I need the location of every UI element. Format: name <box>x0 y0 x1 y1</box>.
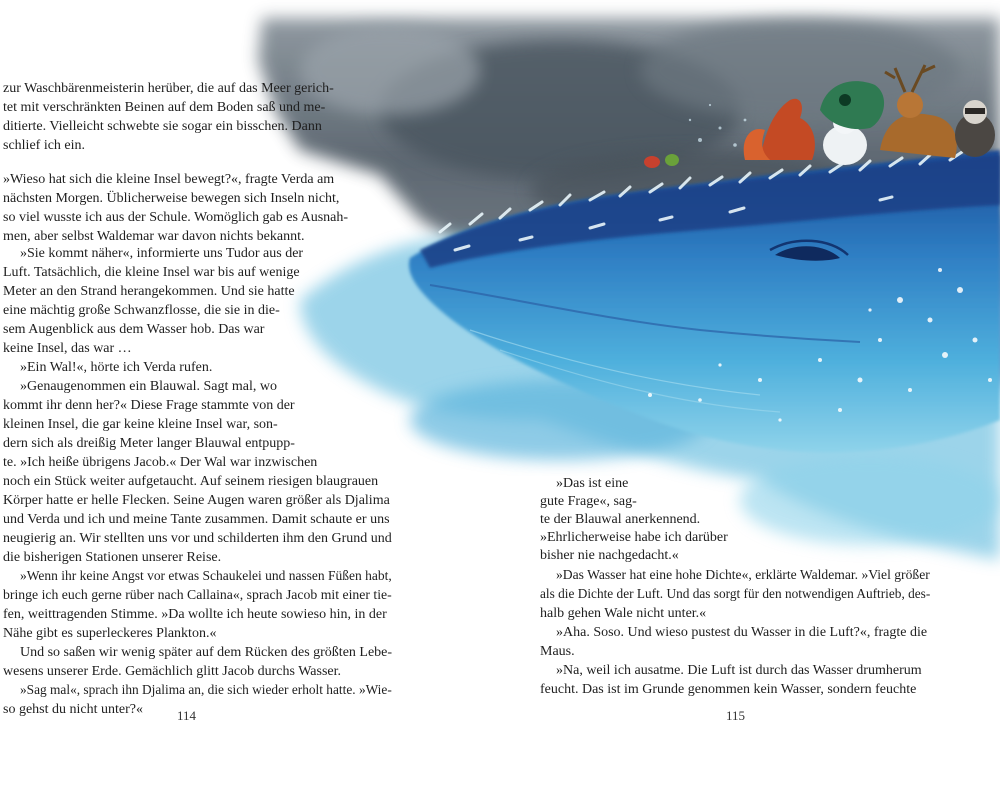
text-line: neugierig an. Wir stellten uns vor und schilderten ihm den Grund und <box>3 531 392 546</box>
text-line: die bisherigen Stationen unserer Reise. <box>3 550 222 565</box>
text-line: kleinen Insel, die gar keine kleine Insel war, son- <box>3 417 278 432</box>
text-line: »Genaugenommen ein Blauwal. Sagt mal, wo <box>20 379 277 394</box>
text-line: zur Waschbärenmeisterin herüber, die auf das Meer gerich- <box>3 81 334 96</box>
text-line: so viel wusste ich aus der Schule. Womöglich gab es Ausnah- <box>3 210 349 225</box>
text-line: wesens unserer Erde. Gemächlich glitt Jacob durchs Wasser. <box>3 664 342 679</box>
text-line: eine mächtig große Schwanzflosse, die sie in die- <box>3 303 280 318</box>
text-line: »Wieso hat sich die kleine Insel bewegt?«, fragte Verda am <box>3 172 335 187</box>
text-line: Luft. Tatsächlich, die kleine Insel war bis auf wenige <box>3 265 300 280</box>
text-line: »Ein Wal!«, hörte ich Verda rufen. <box>20 360 213 375</box>
text-line: ditierte. Vielleicht schwebte sie sogar ein bisschen. Dann <box>3 119 322 134</box>
text-line: »Das ist eine <box>556 476 629 491</box>
text-line: noch ein Stück weiter aufgetaucht. Auf seinem riesigen blaugrauen <box>3 474 379 489</box>
text-line: »Na, weil ich ausatme. Die Luft ist durch das Wasser drumherum <box>556 663 922 678</box>
text-line: als die Dichte der Luft. Und das sorgt für den notwendigen Auftrieb, des- <box>540 587 931 602</box>
text-line: »Sie kommt näher«, informierte uns Tudor aus der <box>20 246 304 261</box>
text-line: Körper hatte er helle Flecken. Seine Augen waren größer als Djalima <box>3 493 390 508</box>
page-number-right: 115 <box>726 708 746 723</box>
text-line: »Wenn ihr keine Angst vor etwas Schaukelei und nassen Füßen habt, <box>20 569 392 584</box>
text-line: feucht. Das ist im Grunde genommen kein Wasser, sondern feuchte <box>540 682 917 697</box>
text-line: Und so saßen wir wenig später auf dem Rücken des größten Lebe- <box>20 645 393 660</box>
text-line: Nähe gibt es superleckeres Plankton.« <box>3 626 217 641</box>
text-line: kommt ihr denn her?« Diese Frage stammte von der <box>3 398 295 413</box>
text-line: keine Insel, das war … <box>3 341 132 356</box>
text-line: bringe ich euch gerne rüber nach Callaina«, sprach Jacob mit einer tie- <box>3 588 392 603</box>
text-line: men, aber selbst Waldemar war davon nichts bekannt. <box>3 229 305 244</box>
text-line: schlief ich ein. <box>3 138 86 153</box>
text-line: und Verda und ich und meine Tante zusammen. Damit schaute er uns <box>3 512 390 527</box>
text-line: Maus. <box>540 644 575 659</box>
text-line: fen, weittragenden Stimme. »Da wollte ich heute sowieso hin, in der <box>3 607 387 622</box>
text-line: dern sich als dreißig Meter langer Blauwal entpupp- <box>3 436 295 451</box>
text-line: »Ehrlicherweise habe ich darüber <box>540 530 728 545</box>
text-line: tet mit verschränkten Beinen auf dem Boden saß und me- <box>3 100 326 115</box>
text-line: »Aha. Soso. Und wieso pustest du Wasser in die Luft?«, fragte die <box>556 625 928 640</box>
text-line: nächsten Morgen. Üblicherweise bewegen sich Inseln nicht, <box>3 191 340 206</box>
text-line: »Das Wasser hat eine hohe Dichte«, erklärte Waldemar. »Viel größer <box>556 568 930 583</box>
page-number-left: 114 <box>177 708 197 723</box>
text-line: te der Blauwal anerkennend. <box>540 512 701 527</box>
text-line: so gehst du nicht unter?« <box>3 702 143 717</box>
text-line: halb gehen Wale nicht unter.« <box>540 606 707 621</box>
text-line: gute Frage«, sag- <box>540 494 637 509</box>
text-line: te. »Ich heiße übrigens Jacob.« Der Wal war inzwischen <box>3 455 318 470</box>
text-line: sem Augenblick aus dem Wasser hob. Das war <box>3 322 265 337</box>
text-line: Meter an den Strand herangekommen. Und sie hatte <box>3 284 295 299</box>
text-line: »Sag mal«, sprach ihn Djalima an, die sich wieder erholt hatte. »Wie- <box>20 683 392 698</box>
text-line: bisher nie nachgedacht.« <box>540 548 679 563</box>
